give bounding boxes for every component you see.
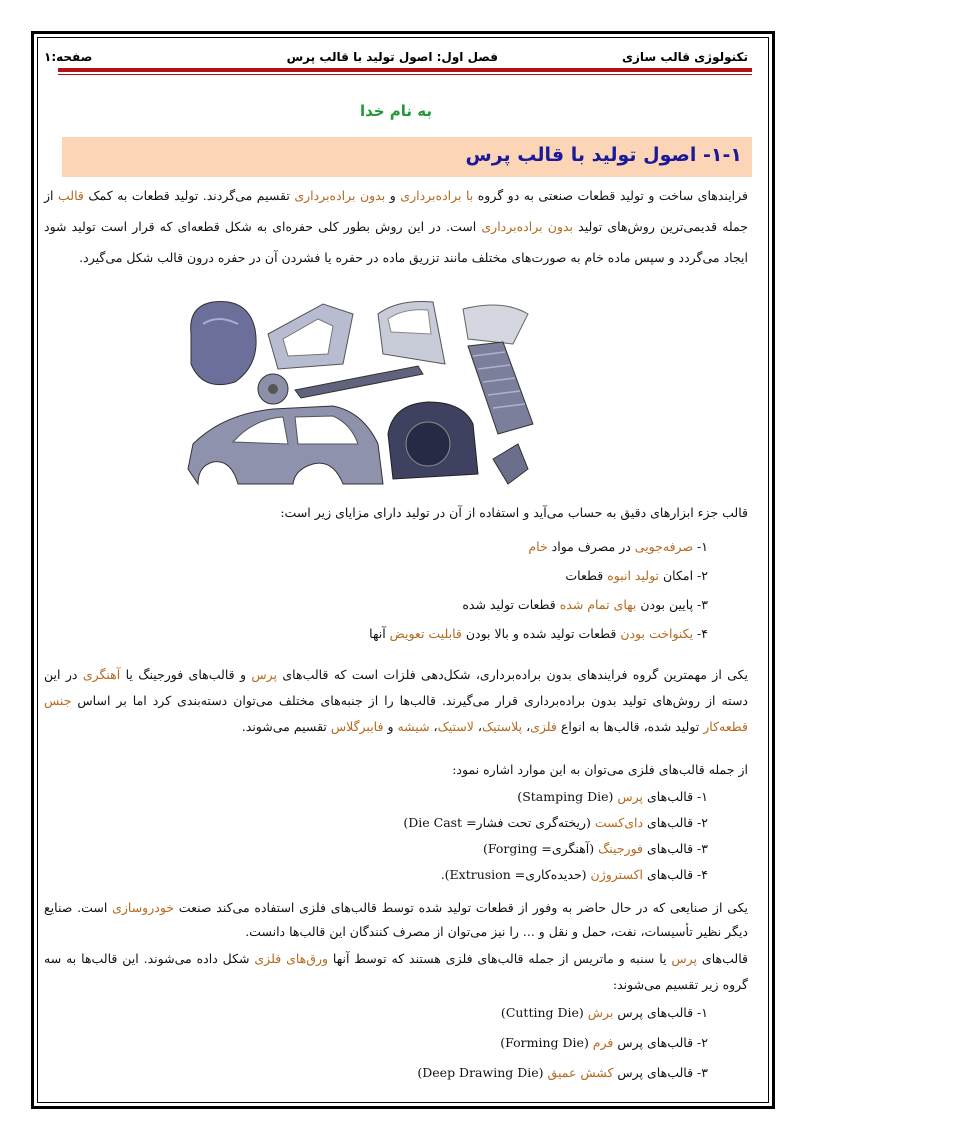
list-item: ۴- یکنواخت بودن قطعات تولید شده و بالا بودن قابلیت تعویض آنها (369, 626, 708, 641)
section-title: اصول تولید با قالب پرس (465, 144, 697, 166)
section-number: ۱-۱- (703, 144, 742, 166)
running-header (44, 38, 748, 68)
fender-liner-part (191, 302, 256, 385)
section-heading (465, 144, 742, 166)
list-item: ۱- قالب‌های پرس (Stamping Die) (517, 789, 708, 804)
automotive-paragraph: یکی از صنایعی که در حال حاضر به وفور از قطعات تولید شده توسط قالب‌های فلزی استفاده می‌کند صنعت خودروسازی است. صنایع دیگر نظیر تأسیسات، نفت، حمل و نقل و ... را نیز می‌توان از مصرف کنندگان این قالب‌ها دانست. (44, 900, 748, 939)
body-side-part (188, 406, 383, 484)
advantages-list (44, 532, 708, 648)
document-page (44, 38, 748, 1098)
list-item: ۳- قالب‌های پرس کشش عمیق (Deep Drawing Die) (417, 1065, 708, 1080)
brake-disc-part (258, 374, 288, 404)
section-heading-bar (62, 137, 752, 177)
list-item: ۱- قالب‌های پرس برش (Cutting Die) (500, 1005, 708, 1020)
list-item: ۲- امکان تولید انبوه قطعات (565, 568, 708, 583)
chapter-title: فصل اول: اصول تولید با قالب پرس (286, 50, 498, 64)
door-panel-part (378, 302, 445, 365)
header-rule-thick (58, 68, 752, 72)
list-item: ۲- قالب‌های دای‌کست (ریخته‌گری تحت فشار= Die Cast) (403, 815, 708, 830)
metal-dies-list (44, 784, 708, 888)
basmala: به نام خدا (359, 102, 433, 120)
list-item: ۲- قالب‌های پرس فرم (Forming Die) (500, 1035, 708, 1050)
list-item: ۴- قالب‌های اکستروژن (حدیده‌کاری= Extrusion). (440, 867, 708, 882)
advantages-intro: قالب جزء ابزارهای دقیق به حساب می‌آید و استفاده از آن در تولید دارای مزایای زیر است: (280, 505, 748, 520)
floor-panel-part (468, 342, 533, 434)
list-item: ۳- قالب‌های فورجینگ (آهنگری= Forging) (482, 841, 708, 856)
bracket-part (493, 444, 528, 484)
list-item: ۱- صرفه‌جویی در مصرف مواد خام (528, 539, 708, 554)
intro-paragraph: فرایندهای ساخت و تولید قطعات صنعتی به دو گروه با براده‌برداری و بدون براده‌برداری تقسیم می‌گردند. تولید قطعات به کمک قالب از جمله قدیمی‌ترین روش‌های تولید بدون براده‌برداری است. در این روش بطور کلی حفره‌ای به شکل قطعه‌ای که قرار است تولید شود ایجاد می‌گردد و سپس ماده خام به صورت‌های مختلف مانند تزریق ماده در حفره یا فشردن آن در حفره درون قالب شکل می‌گیرد. (44, 188, 749, 265)
book-title: تکنولوژی قالب سازی (622, 50, 748, 64)
list-item: ۳- پایین بودن بهای تمام شده قطعات تولید شده (462, 597, 708, 612)
metal-dies-intro: از جمله قالب‌های فلزی می‌توان به این موارد اشاره نمود: (452, 762, 748, 777)
hood-part (463, 305, 528, 344)
door-frame-part (268, 304, 353, 369)
press-dies-list (44, 998, 708, 1088)
press-dies-paragraph: قالب‌های پرس یا سنبه و ماتریس از جمله قالب‌های فلزی هستند که توسط آنها ورق‌های فلزی شکل داده می‌شوند. این قالب‌ها به سه گروه زیر تقسیم می‌شوند: (44, 951, 748, 992)
wheel-housing-part (388, 402, 478, 479)
rail-part (295, 366, 423, 398)
page-number: صفحه:۱ (44, 50, 93, 64)
metal-forming-paragraph: یکی از مهمترین گروه فرایندهای بدون براده‌برداری، شکل‌دهی فلزات است که قالب‌های پرس و قالب‌های فورجینگ یا آهنگری در این دسته از روش‌های تولید بدون براده‌برداری قرار می‌گیرند. قالب‌ها را از جنبه‌های مختلف می‌توان دسته‌بندی کرد اما بر اساس جنس قطعه‌کار تولید شده، قالب‌ها به انواع فلزی، پلاستیک، لاستیک، شیشه و فایبرگلاس تقسیم می‌شوند. (44, 667, 748, 734)
car-parts-figure (183, 294, 583, 494)
header-rule-thin (58, 74, 752, 75)
